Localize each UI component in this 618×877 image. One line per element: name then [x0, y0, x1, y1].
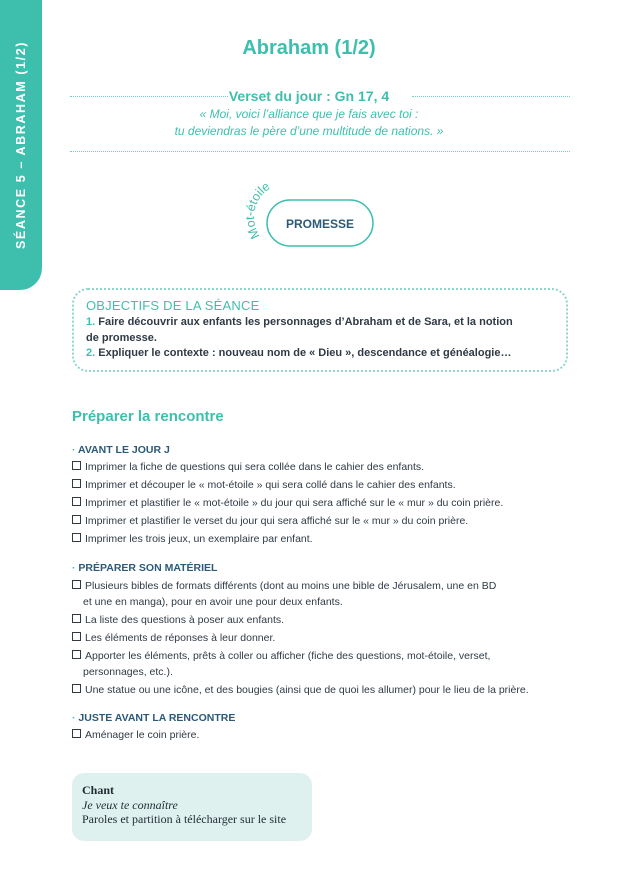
objectif-number: 1.: [86, 316, 96, 328]
checkbox-icon[interactable]: [72, 729, 81, 738]
objectifs-title: OBJECTIFS DE LA SÉANCE: [86, 298, 260, 313]
checkbox-icon[interactable]: [72, 650, 81, 659]
verse-quote-line2: tu deviendras le père d’une multitude de nations. »: [174, 124, 444, 138]
checkbox-icon[interactable]: [72, 684, 81, 693]
checklist-item-continuation: et une en manga), pour en avoir une pour deux enfants.: [83, 596, 343, 608]
objectif-text: Expliquer le contexte : nouveau nom de « Dieu », descendance et généalogie…: [95, 347, 512, 359]
checkbox-icon[interactable]: [72, 614, 81, 623]
checkbox-icon[interactable]: [72, 515, 81, 524]
checkbox-icon[interactable]: [72, 497, 81, 506]
objectif-line: [86, 315, 554, 331]
checkbox-icon[interactable]: [72, 533, 81, 542]
preparer-heading: Préparer la rencontre: [72, 408, 224, 425]
side-tab-label: SÉANCE 5 – ABRAHAM (1/2): [14, 40, 28, 250]
checklist-item: Une statue ou une icône, et des bougies (ainsi que de quoi les allumer) pour le lieu de la prière.: [72, 683, 542, 697]
checklist-item: Imprimer et plastifier le « mot-étoile » du jour qui sera affiché sur le « mur » du coin prière.: [72, 496, 542, 510]
checklist-item: Aménager le coin prière.: [72, 728, 542, 742]
checkbox-icon[interactable]: [72, 580, 81, 589]
checklist-item: Imprimer les trois jeux, un exemplaire par enfant.: [72, 532, 542, 546]
verse-rule-bottom: [70, 151, 570, 152]
mot-etoile-label-path: Mot-étoile: [243, 184, 273, 242]
checklist-item: Imprimer et découper le « mot-étoile » qui sera collé dans le cahier des enfants.: [72, 478, 542, 492]
verse-reference: Verset du jour : Gn 17, 4: [228, 88, 390, 104]
checklist-item: Les éléments de réponses à leur donner.: [72, 631, 542, 645]
page-title: Abraham (1/2): [242, 37, 376, 59]
checklist-item-continuation: personnages, etc.).: [83, 666, 173, 678]
checklist-item: La liste des questions à poser aux enfants.: [72, 613, 542, 627]
checklist-item: Imprimer la fiche de questions qui sera collée dans le cahier des enfants.: [72, 460, 542, 474]
checkbox-icon[interactable]: [72, 461, 81, 470]
chant-box: [72, 773, 312, 841]
section-heading: · PRÉPARER SON MATÉRIEL: [72, 562, 218, 574]
chant-label: Chant: [82, 783, 115, 797]
mot-etoile-word: PROMESSE: [285, 217, 355, 231]
verse-quote-line1: « Moi, voici l’alliance que je fais avec toi :: [199, 107, 419, 121]
chant-note: Paroles et partition à télécharger sur le site: [82, 812, 287, 826]
objectif-number: 2.: [86, 347, 96, 359]
checklist-item: Plusieurs bibles de formats différents (dont au moins une bible de Jérusalem, une en BD: [72, 579, 542, 593]
mot-etoile-label: [243, 184, 272, 241]
mot-etoile-graphic: [240, 184, 390, 254]
objectif-text: de promesse.: [86, 331, 157, 344]
checkbox-icon[interactable]: [72, 632, 81, 641]
objectif-line: [86, 331, 554, 347]
checklist-item: Imprimer et plastifier le verset du jour qui sera affiché sur le « mur » du coin prière.: [72, 514, 542, 528]
objectif-line: [86, 346, 554, 362]
chant-title: Je veux te connaître: [82, 797, 178, 812]
section-heading: · AVANT LE JOUR J: [72, 444, 170, 456]
checkbox-icon[interactable]: [72, 479, 81, 488]
objectifs-box: [72, 288, 568, 372]
objectif-text: Faire découvrir aux enfants les personnages d’Abraham et de Sara, et la notion: [95, 316, 513, 328]
section-heading: · JUSTE AVANT LA RENCONTRE: [72, 712, 236, 724]
checklist-item: Apporter les éléments, prêts à coller ou afficher (fiche des questions, mot-étoile, verset,: [72, 649, 542, 663]
mot-etoile-badge: [240, 184, 390, 254]
